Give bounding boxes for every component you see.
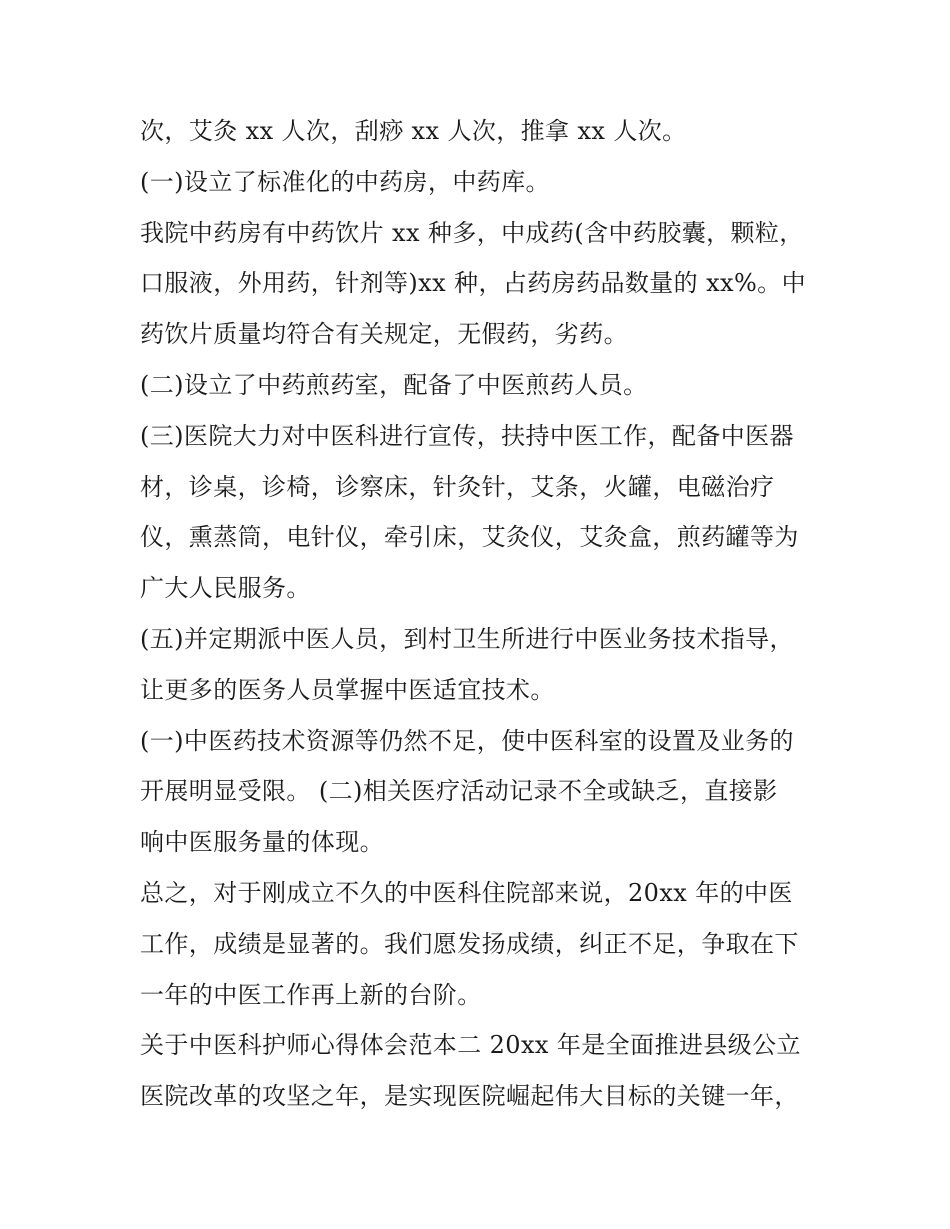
text-line: (一)中医药技术资源等仍然不足，使中医科室的设置及业务的 (140, 726, 794, 755)
text-line: 一年的中医工作再上新的台阶。 (140, 980, 482, 1009)
text-line: 让更多的医务人员掌握中医适宜技术。 (140, 675, 555, 704)
text-line: 总之，对于刚成立不久的中医科住院部来说，20xx 年的中医 (140, 878, 793, 907)
text-line: 口服液，外用药，针剂等)xx 种，占药房药品数量的 xx%。中 (140, 269, 806, 298)
text-line: 次，艾灸 xx 人次，刮痧 xx 人次，推拿 xx 人次。 (140, 117, 687, 145)
text-line: 响中医服务量的体现。 (140, 828, 384, 857)
text-line: 仪，熏蒸筒，电针仪，牵引床，艾灸仪，艾灸盒，煎药罐等为 (140, 523, 799, 552)
text-line: (二)设立了中药煎药室，配备了中医煎药人员。 (140, 370, 648, 399)
text-line: 开展明显受限。 (二)相关医疗活动记录不全或缺乏，直接影 (140, 777, 778, 806)
text-line: 关于中医科护师心得体会范本二 20xx 年是全面推进县级公立 (140, 1031, 801, 1060)
text-line: 材，诊桌，诊椅，诊察床，针灸针，艾条，火罐，电磁治疗 (140, 472, 775, 501)
text-line: 药饮片质量均符合有关规定，无假药，劣药。 (140, 320, 628, 349)
text-line: 医院改革的攻坚之年，是实现医院崛起伟大目标的关键一年， (140, 1082, 799, 1111)
text-line: 广大人民服务。 (140, 574, 311, 603)
document-body (140, 106, 820, 1122)
text-line: (三)医院大力对中医科进行宣传，扶持中医工作，配备中医器 (140, 421, 794, 450)
text-line: (五)并定期派中医人员，到村卫生所进行中医业务技术指导， (140, 624, 794, 653)
text-line: 工作，成绩是显著的。我们愿发扬成绩，纠正不足，争取在下 (140, 929, 799, 958)
text-line: 我院中药房有中药饮片 xx 种多，中成药(含中药胶囊，颗粒， (140, 218, 804, 247)
text-line: (一)设立了标准化的中药房，中药库。 (140, 167, 550, 196)
